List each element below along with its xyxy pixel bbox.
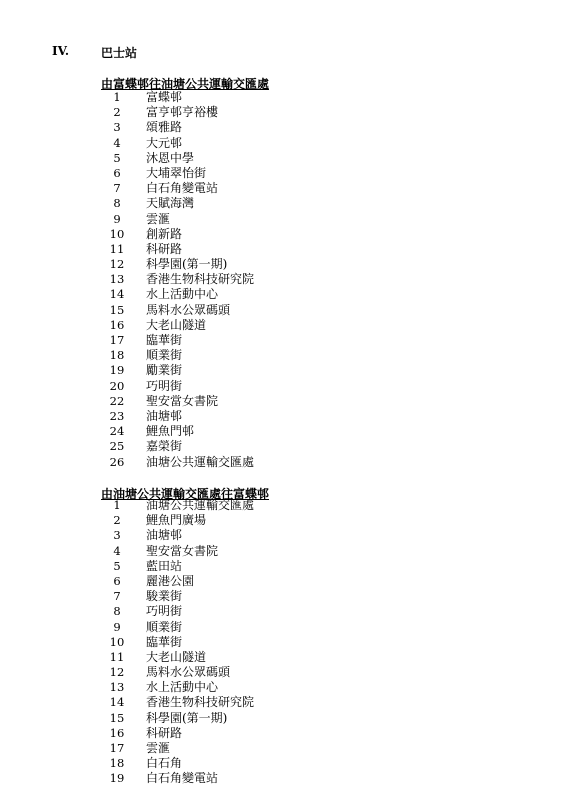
stop-name: 雲滙: [146, 741, 171, 755]
stop-name: 巧明街: [146, 604, 183, 619]
stop-name: 鯉魚門廣場: [146, 513, 207, 528]
stop-number: 15: [109, 302, 125, 317]
stop-number: 1: [113, 90, 121, 104]
list-item: [0, 680, 400, 695]
stop-number: 3: [113, 528, 121, 543]
stop-name: 天賦海灣: [146, 196, 195, 211]
stop-number: 12: [109, 665, 125, 680]
stop-name: 臨華街: [146, 634, 183, 649]
stop-number: 10: [109, 634, 125, 649]
route-heading-inbound: 由油塘公共運輸交匯處往富蝶邨: [101, 487, 270, 501]
stop-name: 油塘公共運輸交匯處: [146, 454, 255, 469]
list-item: [0, 90, 400, 105]
stop-name: 嘉榮街: [146, 439, 183, 454]
stop-name: 富蝶邨: [146, 90, 183, 104]
stop-number: 13: [109, 680, 125, 695]
list-item: [0, 726, 400, 741]
stop-number: 18: [109, 756, 125, 771]
stop-list-outbound: [0, 90, 400, 470]
list-item: [0, 635, 400, 650]
stop-number: 13: [109, 272, 125, 287]
stop-number: 7: [113, 589, 121, 604]
stop-number: 8: [113, 196, 121, 211]
stop-number: 23: [109, 408, 125, 423]
stop-name: 馬料水公眾碼頭: [146, 302, 231, 317]
stop-name: 藍田站: [146, 558, 183, 573]
list-item: [0, 136, 400, 151]
stop-number: 17: [109, 333, 125, 347]
stop-name: 順業街: [146, 348, 183, 363]
list-item: [0, 528, 400, 543]
list-item: [0, 771, 400, 786]
list-item: [0, 409, 400, 424]
list-item: [0, 756, 400, 771]
list-item: [0, 257, 400, 272]
list-item: [0, 711, 400, 726]
stop-number: 9: [113, 619, 121, 634]
stop-name: 白石角變電站: [146, 181, 219, 196]
stop-name: 科學園(第一期): [146, 710, 228, 725]
list-item: [0, 120, 400, 135]
list-item: [0, 272, 400, 287]
list-item: [0, 166, 400, 181]
stop-name: 大老山隧道: [146, 317, 207, 332]
stop-number: 2: [113, 105, 121, 120]
list-item: [0, 741, 400, 756]
stop-number: 22: [109, 393, 125, 408]
stop-number: 19: [109, 771, 125, 786]
stop-name: 馬料水公眾碼頭: [146, 665, 231, 680]
list-item: [0, 394, 400, 409]
stop-name: 科研路: [146, 241, 183, 256]
stop-number: 4: [113, 543, 121, 558]
stop-name: 聖安當女書院: [146, 393, 219, 408]
list-item: [0, 665, 400, 680]
list-item: [0, 181, 400, 196]
stop-number: 20: [109, 378, 125, 393]
stop-number: 7: [113, 181, 121, 196]
stop-number: 6: [113, 573, 121, 588]
stop-name: 創新路: [146, 226, 183, 241]
stop-name: 香港生物科技研究院: [146, 272, 255, 287]
stop-number: 10: [109, 226, 125, 241]
stop-name: 沐恩中學: [146, 150, 195, 165]
list-item: [0, 242, 400, 257]
list-item: [0, 424, 400, 439]
stop-name: 科研路: [146, 725, 183, 740]
stop-name: 麗港公園: [146, 573, 195, 588]
stop-name: 香港生物科技研究院: [146, 695, 255, 710]
stop-name: 順業街: [146, 619, 183, 634]
list-item: [0, 348, 400, 363]
stop-name: 勵業街: [146, 363, 183, 378]
list-item: [0, 620, 400, 635]
list-item: [0, 604, 400, 619]
stop-number: 6: [113, 165, 121, 180]
list-item: [0, 196, 400, 211]
stop-name: 富亨邨亨裕樓: [146, 105, 219, 120]
stop-number: 17: [109, 741, 125, 755]
list-item: [0, 151, 400, 166]
list-item: [0, 333, 400, 348]
stop-name: 油塘公共運輸交匯處: [146, 498, 255, 512]
list-item: [0, 318, 400, 333]
stop-name: 鯉魚門邨: [146, 424, 195, 439]
stop-name: 水上活動中心: [146, 680, 219, 695]
list-item: [0, 363, 400, 378]
list-item: [0, 559, 400, 574]
list-item: [0, 379, 400, 394]
list-item: [0, 589, 400, 604]
stop-name: 駿業街: [146, 589, 183, 604]
stop-name: 巧明街: [146, 378, 183, 393]
stop-name: 白石角: [146, 756, 183, 771]
stop-name: 白石角變電站: [146, 771, 219, 786]
stop-number: 25: [109, 439, 125, 454]
stop-number: 8: [113, 604, 121, 619]
list-item: [0, 105, 400, 120]
list-item: [0, 303, 400, 318]
stop-number: 26: [109, 454, 125, 469]
list-item: [0, 574, 400, 589]
list-item: [0, 439, 400, 454]
stop-name: 大老山隧道: [146, 649, 207, 664]
stop-number: 12: [109, 257, 125, 272]
stop-number: 2: [113, 513, 121, 528]
route-heading-outbound: 由富蝶邨往油塘公共運輸交匯處: [101, 77, 270, 91]
stop-number: 11: [109, 649, 125, 664]
list-item: [0, 695, 400, 710]
stop-number: 3: [113, 120, 121, 135]
stop-name: 科學園(第一期): [146, 257, 228, 272]
stop-number: 11: [109, 241, 125, 256]
section-title: 巴士站: [101, 46, 138, 60]
list-item: [0, 650, 400, 665]
stop-number: 19: [109, 363, 125, 378]
stop-number: 1: [113, 498, 121, 512]
stop-number: 5: [113, 150, 121, 165]
list-item: [0, 544, 400, 559]
stop-name: 聖安當女書院: [146, 543, 219, 558]
list-item: [0, 287, 400, 302]
stop-name: 大元邨: [146, 135, 183, 150]
stop-number: 18: [109, 348, 125, 363]
list-item: [0, 513, 400, 528]
stop-name: 大埔翠怡街: [146, 165, 207, 180]
stop-number: 14: [109, 695, 125, 710]
section-number: IV.: [52, 44, 70, 58]
stop-number: 16: [109, 317, 125, 332]
stop-list-inbound: [0, 498, 400, 787]
stop-number: 14: [109, 287, 125, 302]
list-item: [0, 212, 400, 227]
stop-number: 5: [113, 558, 121, 573]
stop-name: 雲滙: [146, 211, 171, 226]
stop-name: 油塘邨: [146, 408, 183, 423]
stop-number: 9: [113, 211, 121, 226]
stop-name: 水上活動中心: [146, 287, 219, 302]
list-item: [0, 498, 400, 513]
stop-number: 15: [109, 710, 125, 725]
stop-number: 24: [109, 424, 125, 439]
list-item: [0, 455, 400, 470]
stop-name: 臨華街: [146, 333, 183, 347]
stop-number: 16: [109, 725, 125, 740]
list-item: [0, 227, 400, 242]
stop-name: 頌雅路: [146, 120, 183, 135]
stop-number: 4: [113, 135, 121, 150]
stop-name: 油塘邨: [146, 528, 183, 543]
